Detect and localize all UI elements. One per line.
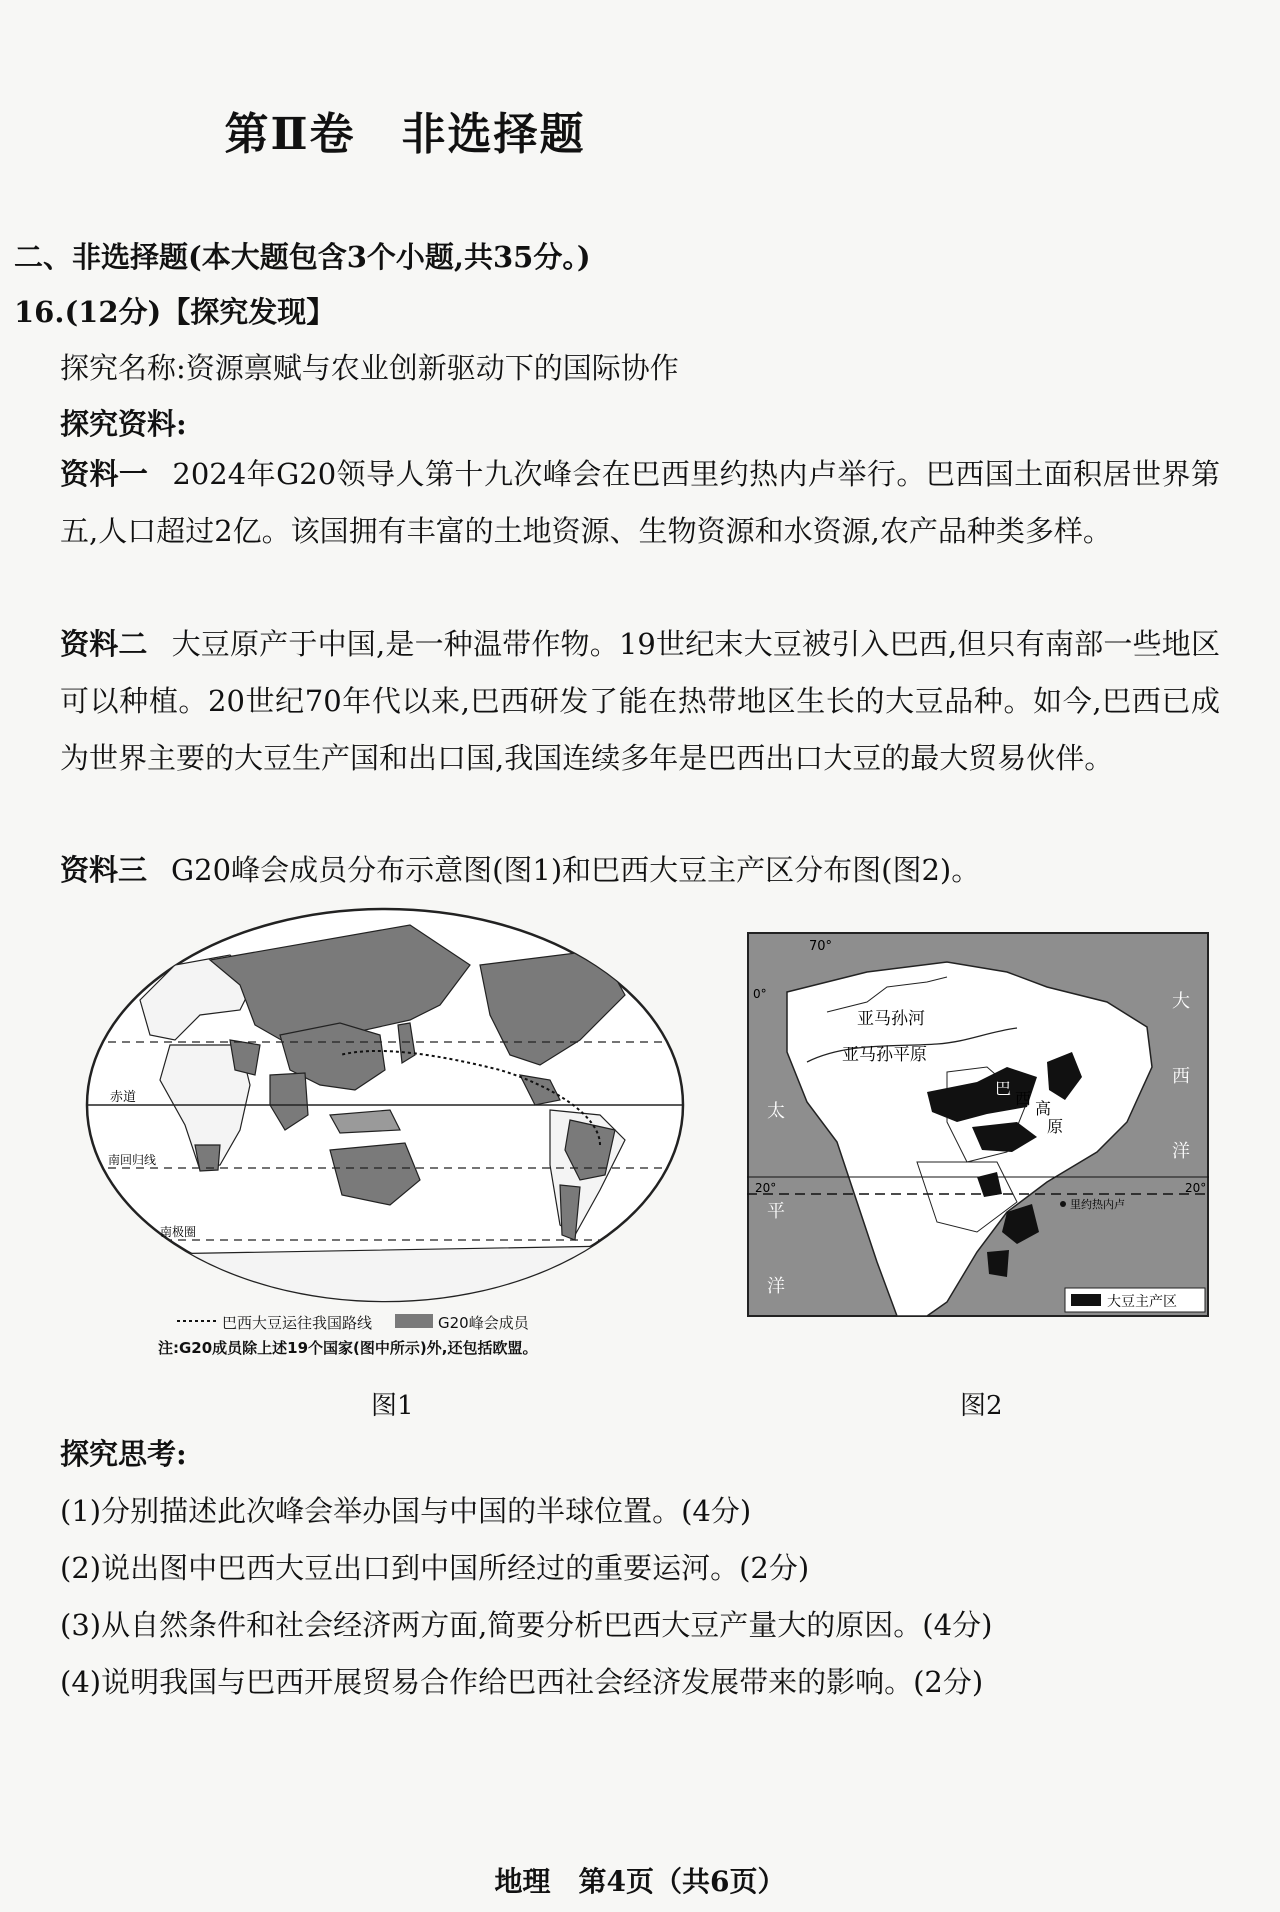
question-topic: 探究名称:资源禀赋与农业创新驱动下的国际协作	[60, 351, 679, 385]
pacific-label-1: 太	[767, 1101, 785, 1122]
subquestion-1: (1)分别描述此次峰会举办国与中国的半球位置。(4分)	[60, 1494, 752, 1528]
soy-legend-label: 大豆主产区	[1107, 1294, 1177, 1310]
atlantic-label-2: 西	[1172, 1066, 1190, 1087]
pacific-label-2: 平	[767, 1201, 785, 1222]
question-label: 16.(12分)【探究发现】	[14, 295, 336, 329]
member-legend-label: G20峰会成员	[438, 1314, 529, 1332]
soy-area	[987, 1250, 1009, 1277]
section-heading: 二、非选择题(本大题包含3个小题,共35分。)	[14, 240, 591, 274]
rio-dot	[1060, 1201, 1066, 1207]
brazil-soy-map	[747, 932, 1209, 1317]
saudi-region	[230, 1040, 260, 1075]
south-africa-region	[195, 1145, 220, 1171]
soy-legend-swatch	[1071, 1294, 1101, 1306]
materials-heading: 探究资料:	[60, 407, 187, 441]
page-footer: 地理 第4页（共6页）	[494, 1865, 786, 1898]
material-3-label: 资料三	[60, 853, 148, 887]
rio-label: 里约热内卢	[1070, 1198, 1125, 1211]
thinking-heading: 探究思考:	[60, 1437, 187, 1471]
figure1-caption: 图1	[371, 1391, 414, 1421]
subquestion-2: (2)说出图中巴西大豆出口到中国所经过的重要运河。(2分)	[60, 1551, 810, 1585]
equator-label: 赤道	[110, 1090, 137, 1105]
subquestion-4: (4)说明我国与巴西开展贸易合作给巴西社会经济发展带来的影响。(2分)	[60, 1665, 984, 1699]
material-2-text: 大豆原产于中国,是一种温带作物。19世纪末大豆被引入巴西,但只有南部一些地区可以种植。20世纪70年代以来,巴西研发了能在热带地区生长的大豆品种。如今,巴西已成为世界主要的大豆生产国和出口国,我国连续多年是巴西出口大豆的最大贸易伙伴。	[60, 627, 1220, 775]
material-2	[60, 616, 1220, 787]
antarctic-label: 南极圈	[160, 1225, 197, 1239]
figure2-caption: 图2	[960, 1391, 1003, 1421]
atlantic-label-3: 洋	[1172, 1141, 1190, 1162]
lat0-label: 0°	[753, 987, 767, 1001]
antarctica-region	[100, 1245, 670, 1305]
lon70-label: 70°	[809, 939, 833, 954]
subquestion-3: (3)从自然条件和社会经济两方面,简要分析巴西大豆产量大的原因。(4分)	[60, 1608, 993, 1642]
material-1-text: 2024年G20领导人第十九次峰会在巴西里约热内卢举行。巴西国土面积居世界第五,人口超过2亿。该国拥有丰富的土地资源、生物资源和水资源,农产品种类多样。	[60, 457, 1220, 548]
figure1-note: 注:G20成员除上述19个国家(图中所示)外,还包括欧盟。	[158, 1339, 538, 1357]
lat20-label: 20°	[755, 1181, 777, 1195]
plateau-label-1: 巴	[995, 1079, 1012, 1098]
plateau-label-4: 原	[1047, 1117, 1064, 1136]
amazon-river-label: 亚马孙河	[857, 1009, 925, 1029]
g20-world-map	[80, 905, 690, 1305]
material-2-label: 资料二	[60, 627, 148, 661]
material-1-label: 资料一	[60, 457, 149, 491]
member-legend-swatch	[395, 1314, 433, 1328]
atlantic-label-1: 大	[1172, 991, 1190, 1012]
material-3-text: G20峰会成员分布示意图(图1)和巴西大豆主产区分布图(图2)。	[171, 853, 981, 887]
plateau-label-2: 西	[1015, 1089, 1032, 1108]
material-3	[60, 842, 1220, 899]
pacific-label-3: 洋	[767, 1276, 785, 1297]
route-legend-label: 巴西大豆运往我国路线	[222, 1314, 373, 1332]
page-title: 第Ⅱ卷 非选择题	[224, 109, 586, 160]
plateau-label-3: 高	[1035, 1099, 1052, 1118]
amazon-plain-label: 亚马孙平原	[842, 1045, 927, 1065]
lat20-right-label: 20°	[1185, 1181, 1207, 1195]
material-1	[60, 446, 1220, 560]
tropic-south-label: 南回归线	[108, 1153, 157, 1167]
